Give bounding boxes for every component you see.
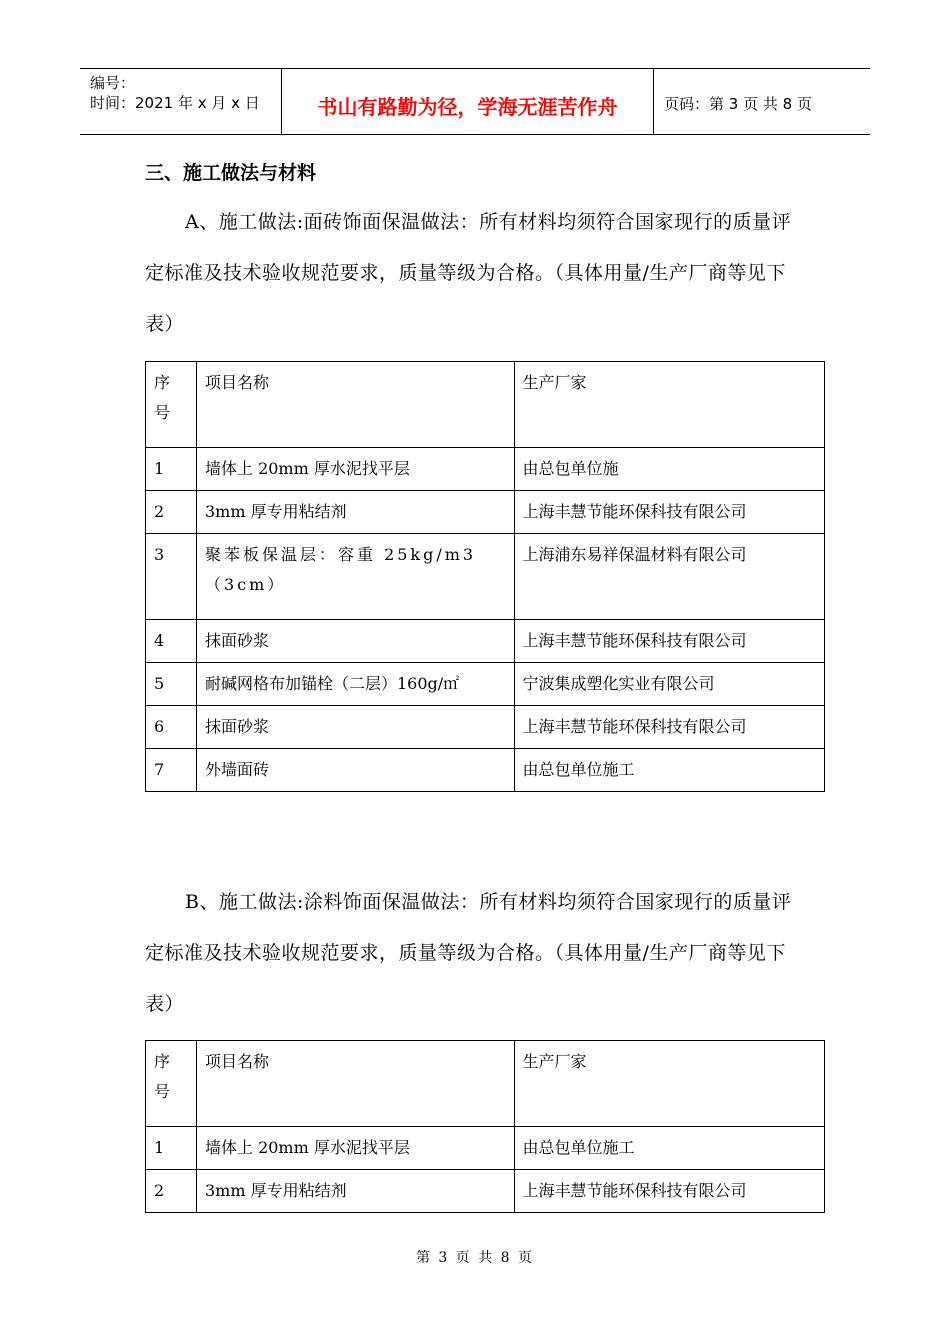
cell-number: 4 [146,620,197,663]
table-row [146,620,825,663]
table-row [146,534,825,620]
cell-item: 3mm 厚专用粘结剂 [196,491,514,534]
table-header-row [146,1041,825,1127]
cell-maker: 上海丰慧节能环保科技有限公司 [514,620,824,663]
table-row [146,749,825,792]
cell-item: 聚苯板保温层：容重 25kg/m3（3cm） [196,534,514,620]
cell-item: 3mm 厚专用粘结剂 [196,1170,514,1213]
cell-number: 5 [146,663,197,706]
cell-number: 1 [146,448,197,491]
cell-item: 外墙面砖 [196,749,514,792]
cell-number: 7 [146,749,197,792]
table-row [146,448,825,491]
table-row [146,663,825,706]
header-cell-maker: 生产厂家 [514,1041,824,1127]
cell-number: 3 [146,534,197,620]
part-a-table [145,361,825,792]
cell-item: 抹面砂浆 [196,706,514,749]
cell-maker: 由总包单位施工 [514,749,824,792]
cell-item: 墙体上 20mm 厚水泥找平层 [196,1127,514,1170]
table-row [146,1170,825,1213]
header-motto: 书山有路勤为径，学海无涯苦作舟 [282,69,654,134]
cell-maker: 上海丰慧节能环保科技有限公司 [514,491,824,534]
header-cell-item: 项目名称 [196,1041,514,1127]
header-meta [80,69,282,134]
cell-item: 抹面砂浆 [196,620,514,663]
cell-item: 墙体上 20mm 厚水泥找平层 [196,448,514,491]
header-cell-item: 项目名称 [196,362,514,448]
cell-maker: 由总包单位施 [514,448,824,491]
cell-maker: 宁波集成塑化实业有限公司 [514,663,824,706]
cell-number: 1 [146,1127,197,1170]
page-header [80,68,870,135]
table-row [146,706,825,749]
header-cell-maker: 生产厂家 [514,362,824,448]
part-b-table [145,1040,825,1213]
cell-number: 2 [146,491,197,534]
part-b-paragraph: B、施工做法:涂料饰面保温做法：所有材料均须符合国家现行的质量评定标准及技术验收规范要求，质量等级为合格。（具体用量/生产厂商等见下表） [145,891,792,1015]
section-title: 三、施工做法与材料 [145,162,317,184]
table-row [146,1127,825,1170]
cell-maker: 上海浦东易祥保温材料有限公司 [514,534,824,620]
cell-maker: 由总包单位施工 [514,1127,824,1170]
document-number-label: 编号： [90,74,136,92]
table-row [146,491,825,534]
cell-number: 2 [146,1170,197,1213]
header-page-label: 页码：第 3 页 共 8 页 [664,95,812,113]
cell-number: 6 [146,706,197,749]
cell-maker: 上海丰慧节能环保科技有限公司 [514,706,824,749]
header-cell-number: 序号 [146,1041,197,1127]
document-time-label: 时间：2021 年 x 月 x 日 [90,94,260,112]
cell-item: 耐碱网格布加锚栓（二层）160g/㎡ [196,663,514,706]
header-cell-number: 序号 [146,362,197,448]
page-footer: 第 3 页 共 8 页 [415,1250,535,1266]
table-header-row [146,362,825,448]
part-a-paragraph: A、施工做法:面砖饰面保温做法：所有材料均须符合国家现行的质量评定标准及技术验收规范要求，质量等级为合格。（具体用量/生产厂商等见下表） [145,211,792,335]
cell-maker: 上海丰慧节能环保科技有限公司 [514,1170,824,1213]
